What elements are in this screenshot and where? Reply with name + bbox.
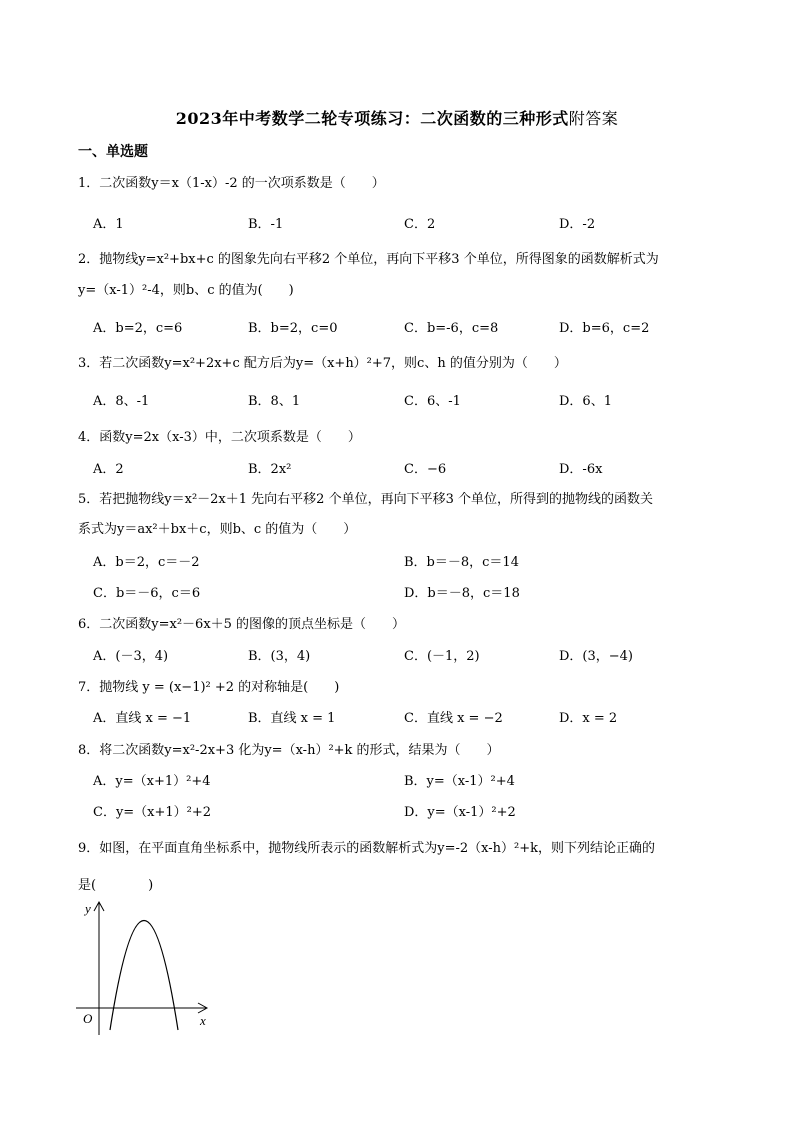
y-axis-label: y (85, 901, 91, 916)
question-8-option-b[interactable]: B．y=（x-1）²+4 (404, 774, 515, 789)
question-1-option-b[interactable]: B．-1 (248, 217, 284, 232)
question-7-option-b[interactable]: B．直线 x = 1 (248, 711, 336, 726)
title-suffix: 附答案 (568, 109, 619, 128)
question-5-stem-line2: 系式为y＝ax²＋bx＋c，则b、c 的值为（ ） (78, 522, 357, 537)
question-9-stem-line1: 9．如图，在平面直角坐标系中，抛物线所表示的函数解析式为y=-2（x-h）²+k，则下列结论正确的 (78, 841, 656, 856)
question-7-option-d[interactable]: D．x = 2 (559, 711, 618, 726)
question-8-option-d[interactable]: D．y=（x-1）²+2 (404, 805, 516, 820)
question-6-option-c[interactable]: C．(－1，2) (404, 649, 480, 664)
question-2-option-d[interactable]: D．b=6，c=2 (559, 321, 650, 336)
section-heading: 一、单选题 (78, 144, 148, 160)
parabola-graph (72, 897, 222, 1046)
question-3-option-a[interactable]: A．8、-1 (93, 394, 150, 409)
x-axis-label: x (200, 1013, 206, 1028)
question-3-option-d[interactable]: D．6、1 (559, 394, 612, 409)
question-8-option-a[interactable]: A．y=（x+1）²+4 (93, 774, 211, 789)
parabola-curve (110, 921, 178, 1031)
question-5-option-c[interactable]: C．b＝－6，c＝6 (93, 586, 201, 601)
page-title: 2023年中考数学二轮专项练习：二次函数的三种形式附答案 (175, 109, 619, 128)
question-1-option-c[interactable]: C．2 (404, 217, 436, 232)
question-9-stem-line2: 是( ) (78, 878, 154, 893)
question-7-option-c[interactable]: C．直线 x = −2 (404, 711, 503, 726)
question-5-option-b[interactable]: B．b＝－8，c＝14 (404, 555, 519, 570)
question-7-option-a[interactable]: A．直线 x = −1 (93, 711, 192, 726)
origin-label: O (83, 1011, 93, 1026)
question-3-stem: 3．若二次函数y=x²+2x+c 配方后为y=（x+h）²+7，则c、h 的值分别为（ ） (78, 356, 567, 371)
question-2-option-a[interactable]: A．b=2，c=6 (93, 321, 183, 336)
question-4-option-c[interactable]: C．−6 (404, 462, 447, 477)
question-6-stem: 6．二次函数y=x²－6x＋5 的图像的顶点坐标是（ ） (78, 617, 406, 632)
question-8-option-c[interactable]: C．y=（x+1）²+2 (93, 805, 212, 820)
question-4-option-b[interactable]: B．2x² (248, 462, 292, 477)
question-5-stem-line1: 5．若把抛物线y＝x²－2x＋1 先向右平移2 个单位，再向下平移3 个单位，所得到的抛物线的函数关 (78, 492, 653, 507)
question-5-option-a[interactable]: A．b＝2，c＝－2 (93, 555, 200, 570)
question-2-option-b[interactable]: B．b=2，c=0 (248, 321, 338, 336)
question-3-option-b[interactable]: B．8、1 (248, 394, 301, 409)
question-4-option-d[interactable]: D．-6x (559, 462, 603, 477)
question-6-option-b[interactable]: B．(3，4) (248, 649, 311, 664)
question-2-option-c[interactable]: C．b=-6，c=8 (404, 321, 499, 336)
question-4-option-a[interactable]: A．2 (93, 462, 124, 477)
question-6-option-d[interactable]: D．(3，−4) (559, 649, 634, 664)
question-1-option-d[interactable]: D．-2 (559, 217, 596, 232)
question-6-option-a[interactable]: A．(－3，4) (93, 649, 169, 664)
question-1-stem: 1．二次函数y＝x（1-x）-2 的一次项系数是（ ） (78, 176, 385, 191)
question-2-stem-line2: y=（x-1）²-4，则b、c 的值为( ) (78, 283, 294, 298)
question-7-stem: 7．抛物线 y = (x−1)² +2 的对称轴是( ) (78, 680, 340, 695)
question-8-stem: 8．将二次函数y=x²-2x+3 化为y=（x-h）²+k 的形式，结果为（ ） (78, 743, 500, 758)
question-1-option-a[interactable]: A．1 (93, 217, 124, 232)
question-4-stem: 4．函数y=2x（x-3）中，二次项系数是（ ） (78, 430, 361, 445)
question-5-option-d[interactable]: D．b＝－8，c＝18 (404, 586, 520, 601)
question-3-option-c[interactable]: C．6、-1 (404, 394, 461, 409)
question-2-stem-line1: 2．抛物线y=x²+bx+c 的图象先向右平移2 个单位，再向下平移3 个单位，所得图象的函数解析式为 (78, 252, 659, 267)
